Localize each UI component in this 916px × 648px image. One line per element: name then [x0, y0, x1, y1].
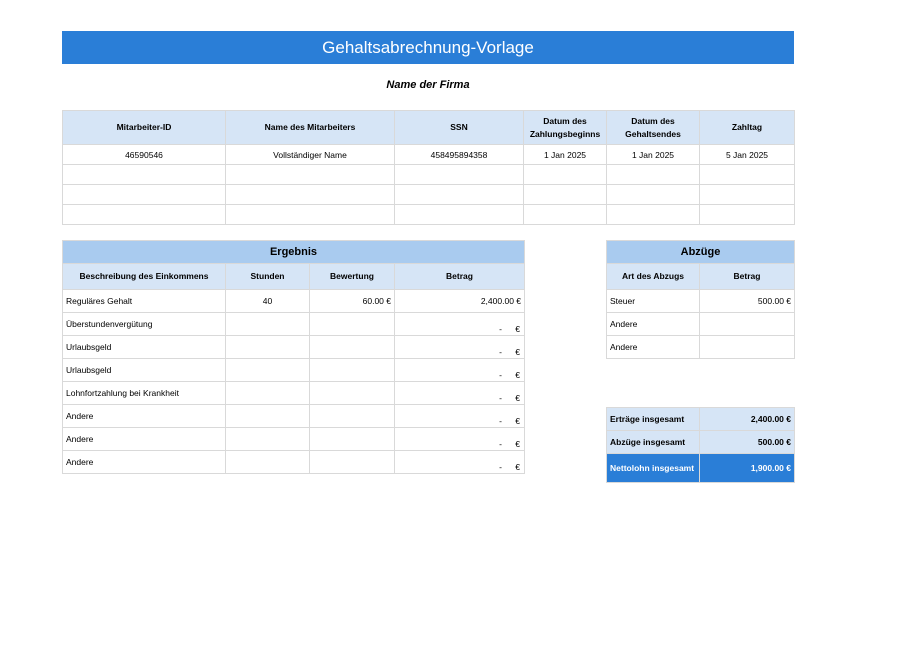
net-pay-value[interactable]: 1,900.00 € [700, 454, 795, 483]
currency-symbol: € [515, 324, 521, 334]
currency-symbol: € [515, 462, 521, 472]
employee-row [63, 205, 795, 225]
currency-symbol: € [515, 439, 521, 449]
earnings-amount[interactable] [395, 451, 525, 474]
earnings-hours[interactable] [226, 336, 310, 359]
earnings-rate[interactable] [310, 405, 395, 428]
amount-dash: - [499, 324, 503, 334]
earnings-amount[interactable]: 2,400.00 € [395, 290, 525, 313]
earnings-description[interactable]: Reguläres Gehalt [63, 290, 226, 313]
total-deductions-label: Abzüge insgesamt [607, 431, 700, 454]
employee-cell[interactable] [395, 205, 524, 225]
deduction-amount[interactable]: 500.00 € [700, 290, 795, 313]
deductions-section-title: Abzüge [607, 241, 795, 264]
earnings-hours[interactable]: 40 [226, 290, 310, 313]
earnings-section-title: Ergebnis [63, 241, 525, 264]
totals-table [606, 407, 795, 483]
employee-cell[interactable] [226, 205, 395, 225]
earnings-amount[interactable] [395, 382, 525, 405]
employee-column-header: SSN [395, 111, 524, 145]
amount-dash: - [499, 462, 503, 472]
earnings-description[interactable]: Andere [63, 405, 226, 428]
deductions-column-header: Betrag [700, 264, 795, 290]
employee-cell[interactable]: 1 Jan 2025 [524, 145, 607, 165]
earnings-table [62, 240, 525, 474]
employee-cell[interactable]: 46590546 [63, 145, 226, 165]
earnings-rate[interactable] [310, 313, 395, 336]
amount-dash: - [499, 416, 503, 426]
earnings-description[interactable]: Überstundenvergütung [63, 313, 226, 336]
employee-column-header: Datum des Gehaltsendes [607, 111, 700, 145]
earnings-amount[interactable] [395, 313, 525, 336]
deduction-amount[interactable] [700, 313, 795, 336]
employee-cell[interactable] [607, 185, 700, 205]
amount-dash: - [499, 370, 503, 380]
employee-cell[interactable] [63, 185, 226, 205]
earnings-hours[interactable] [226, 382, 310, 405]
earnings-rate[interactable]: 60.00 € [310, 290, 395, 313]
deductions-column-header: Art des Abzugs [607, 264, 700, 290]
earnings-row [63, 451, 525, 474]
earnings-amount[interactable] [395, 405, 525, 428]
earnings-rate[interactable] [310, 359, 395, 382]
earnings-hours[interactable] [226, 451, 310, 474]
employee-cell[interactable]: 5 Jan 2025 [700, 145, 795, 165]
amount-dash: - [499, 439, 503, 449]
earnings-row [63, 405, 525, 428]
employee-cell[interactable] [607, 205, 700, 225]
deduction-type[interactable]: Andere [607, 336, 700, 359]
employee-table [62, 110, 795, 225]
total-earnings-label: Erträge insgesamt [607, 408, 700, 431]
employee-column-header: Zahltag [700, 111, 795, 145]
earnings-description[interactable]: Urlaubsgeld [63, 336, 226, 359]
earnings-row [63, 336, 525, 359]
earnings-hours[interactable] [226, 313, 310, 336]
deduction-type[interactable]: Andere [607, 313, 700, 336]
employee-cell[interactable] [524, 165, 607, 185]
earnings-description[interactable]: Andere [63, 451, 226, 474]
currency-symbol: € [515, 393, 521, 403]
amount-dash: - [499, 393, 503, 403]
employee-cell[interactable] [524, 185, 607, 205]
employee-cell[interactable]: 458495894358 [395, 145, 524, 165]
employee-cell[interactable] [63, 205, 226, 225]
earnings-column-header: Stunden [226, 264, 310, 290]
earnings-rate[interactable] [310, 428, 395, 451]
deductions-row [607, 336, 795, 359]
employee-cell[interactable]: 1 Jan 2025 [607, 145, 700, 165]
currency-symbol: € [515, 347, 521, 357]
employee-cell[interactable] [226, 165, 395, 185]
employee-column-header: Name des Mitarbeiters [226, 111, 395, 145]
earnings-hours[interactable] [226, 405, 310, 428]
employee-cell[interactable] [700, 165, 795, 185]
earnings-rate[interactable] [310, 336, 395, 359]
earnings-description[interactable]: Urlaubsgeld [63, 359, 226, 382]
currency-symbol: € [515, 416, 521, 426]
earnings-column-header: Bewertung [310, 264, 395, 290]
earnings-amount[interactable] [395, 336, 525, 359]
amount-dash: - [499, 347, 503, 357]
earnings-amount[interactable] [395, 359, 525, 382]
earnings-row [63, 313, 525, 336]
earnings-amount[interactable] [395, 428, 525, 451]
employee-row [63, 165, 795, 185]
employee-cell[interactable] [63, 165, 226, 185]
earnings-hours[interactable] [226, 359, 310, 382]
deductions-row [607, 313, 795, 336]
employee-cell[interactable] [524, 205, 607, 225]
total-deductions-value[interactable]: 500.00 € [700, 431, 795, 454]
net-pay-label: Nettolohn insgesamt [607, 454, 700, 483]
deductions-row [607, 290, 795, 313]
earnings-description[interactable]: Andere [63, 428, 226, 451]
employee-cell[interactable] [395, 185, 524, 205]
earnings-hours[interactable] [226, 428, 310, 451]
employee-cell[interactable] [607, 165, 700, 185]
earnings-rate[interactable] [310, 451, 395, 474]
employee-column-header: Mitarbeiter-ID [63, 111, 226, 145]
employee-cell[interactable]: Vollständiger Name [226, 145, 395, 165]
earnings-column-header: Beschreibung des Einkommens [63, 264, 226, 290]
employee-cell[interactable] [226, 185, 395, 205]
company-name: Name der Firma [386, 79, 470, 91]
earnings-row [63, 382, 525, 405]
deduction-amount[interactable] [700, 336, 795, 359]
employee-row [63, 185, 795, 205]
employee-cell[interactable] [395, 165, 524, 185]
page-title: Gehaltsabrechnung-Vorlage [62, 31, 794, 64]
employee-column-header: Datum des Zahlungsbeginns [524, 111, 607, 145]
earnings-rate[interactable] [310, 382, 395, 405]
earnings-description[interactable]: Lohnfortzahlung bei Krankheit [63, 382, 226, 405]
employee-cell[interactable] [700, 205, 795, 225]
employee-row [63, 145, 795, 165]
earnings-column-header: Betrag [395, 264, 525, 290]
earnings-row [63, 290, 525, 313]
deductions-table [606, 240, 795, 359]
deduction-type[interactable]: Steuer [607, 290, 700, 313]
total-earnings-value[interactable]: 2,400.00 € [700, 408, 795, 431]
earnings-row [63, 359, 525, 382]
employee-cell[interactable] [700, 185, 795, 205]
earnings-row [63, 428, 525, 451]
currency-symbol: € [515, 370, 521, 380]
